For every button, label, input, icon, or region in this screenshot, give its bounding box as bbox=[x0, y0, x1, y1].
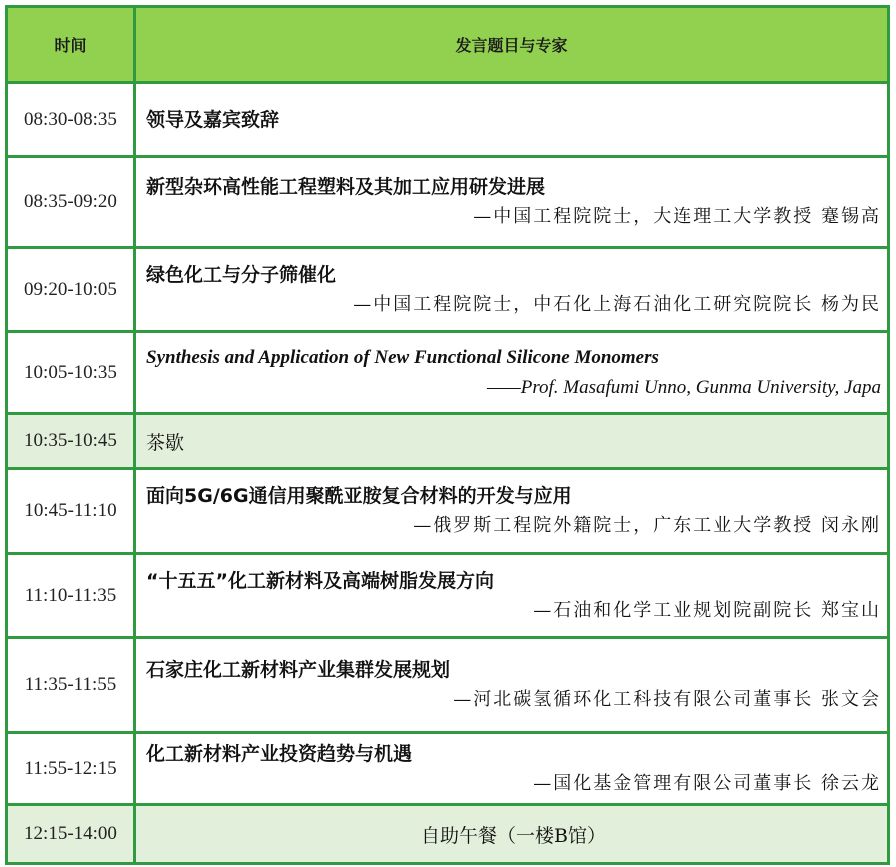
table-row bbox=[7, 638, 889, 733]
table-row bbox=[7, 157, 889, 248]
time-cell: 11:10-11:35 bbox=[7, 554, 135, 638]
speaker-line: —石油和化学工业规划院副院长 郑宝山 bbox=[533, 599, 881, 621]
speaker-line: —中国工程院院士，大连理工大学教授 蹇锡高 bbox=[473, 206, 881, 227]
talk-title: 新型杂环高性能工程塑料及其加工应用研发进展 bbox=[146, 176, 546, 198]
header-row bbox=[7, 7, 889, 83]
time-header: 时间 bbox=[7, 7, 135, 83]
talk-title: Synthesis and Application of New Functional Silicone Monomers bbox=[146, 346, 659, 368]
talk-title: 化工新材料产业投资趋势与机遇 bbox=[146, 742, 413, 765]
time-cell: 11:35-11:55 bbox=[7, 638, 135, 733]
table-row bbox=[7, 554, 889, 638]
break-label: 茶歇 bbox=[146, 431, 185, 454]
topic-cell bbox=[135, 332, 889, 414]
time-cell: 08:35-09:20 bbox=[7, 157, 135, 248]
agenda-table bbox=[5, 5, 890, 865]
topic-cell bbox=[135, 157, 889, 248]
time-cell: 10:05-10:35 bbox=[7, 332, 135, 414]
break-row bbox=[7, 414, 889, 469]
speaker-line: —俄罗斯工程院外籍院士，广东工业大学教授 闵永刚 bbox=[413, 515, 881, 536]
topic-cell bbox=[135, 733, 889, 805]
table-row bbox=[7, 332, 889, 414]
table-row bbox=[7, 469, 889, 554]
topic-cell bbox=[135, 638, 889, 733]
time-cell: 09:20-10:05 bbox=[7, 248, 135, 332]
break-label: 自助午餐（一楼B馆） bbox=[421, 824, 606, 847]
speaker-line: —国化基金管理有限公司董事长 徐云龙 bbox=[533, 772, 881, 794]
time-cell: 10:45-11:10 bbox=[7, 469, 135, 554]
topic-cell bbox=[135, 805, 889, 864]
time-cell: 08:30-08:35 bbox=[7, 83, 135, 157]
speaker-line: —中国工程院院士，中石化上海石油化工研究院院长 杨为民 bbox=[353, 293, 881, 315]
talk-title: 绿色化工与分子筛催化 bbox=[146, 263, 337, 286]
break-row bbox=[7, 805, 889, 864]
topic-cell bbox=[135, 469, 889, 554]
time-cell: 12:15-14:00 bbox=[7, 805, 135, 864]
topic-cell bbox=[135, 248, 889, 332]
topic-header: 发言题目与专家 bbox=[135, 7, 889, 83]
topic-cell bbox=[135, 83, 889, 157]
time-cell: 11:55-12:15 bbox=[7, 733, 135, 805]
talk-title: 石家庄化工新材料产业集群发展规划 bbox=[146, 659, 451, 681]
speaker-line: ——Prof. Masafumi Unno, Gunma University, Japa bbox=[486, 376, 881, 398]
talk-title: “十五五”化工新材料及高端树脂发展方向 bbox=[146, 569, 494, 592]
topic-cell bbox=[135, 414, 889, 469]
time-cell: 10:35-10:45 bbox=[7, 414, 135, 469]
table-row bbox=[7, 733, 889, 805]
table-row bbox=[7, 83, 889, 157]
topic-cell bbox=[135, 554, 889, 638]
table-row bbox=[7, 248, 889, 332]
talk-title: 领导及嘉宾致辞 bbox=[146, 108, 280, 131]
speaker-line: —河北碳氢循环化工科技有限公司董事长 张文会 bbox=[453, 689, 881, 710]
talk-title: 面向5G/6G通信用聚酰亚胺复合材料的开发与应用 bbox=[146, 485, 572, 507]
